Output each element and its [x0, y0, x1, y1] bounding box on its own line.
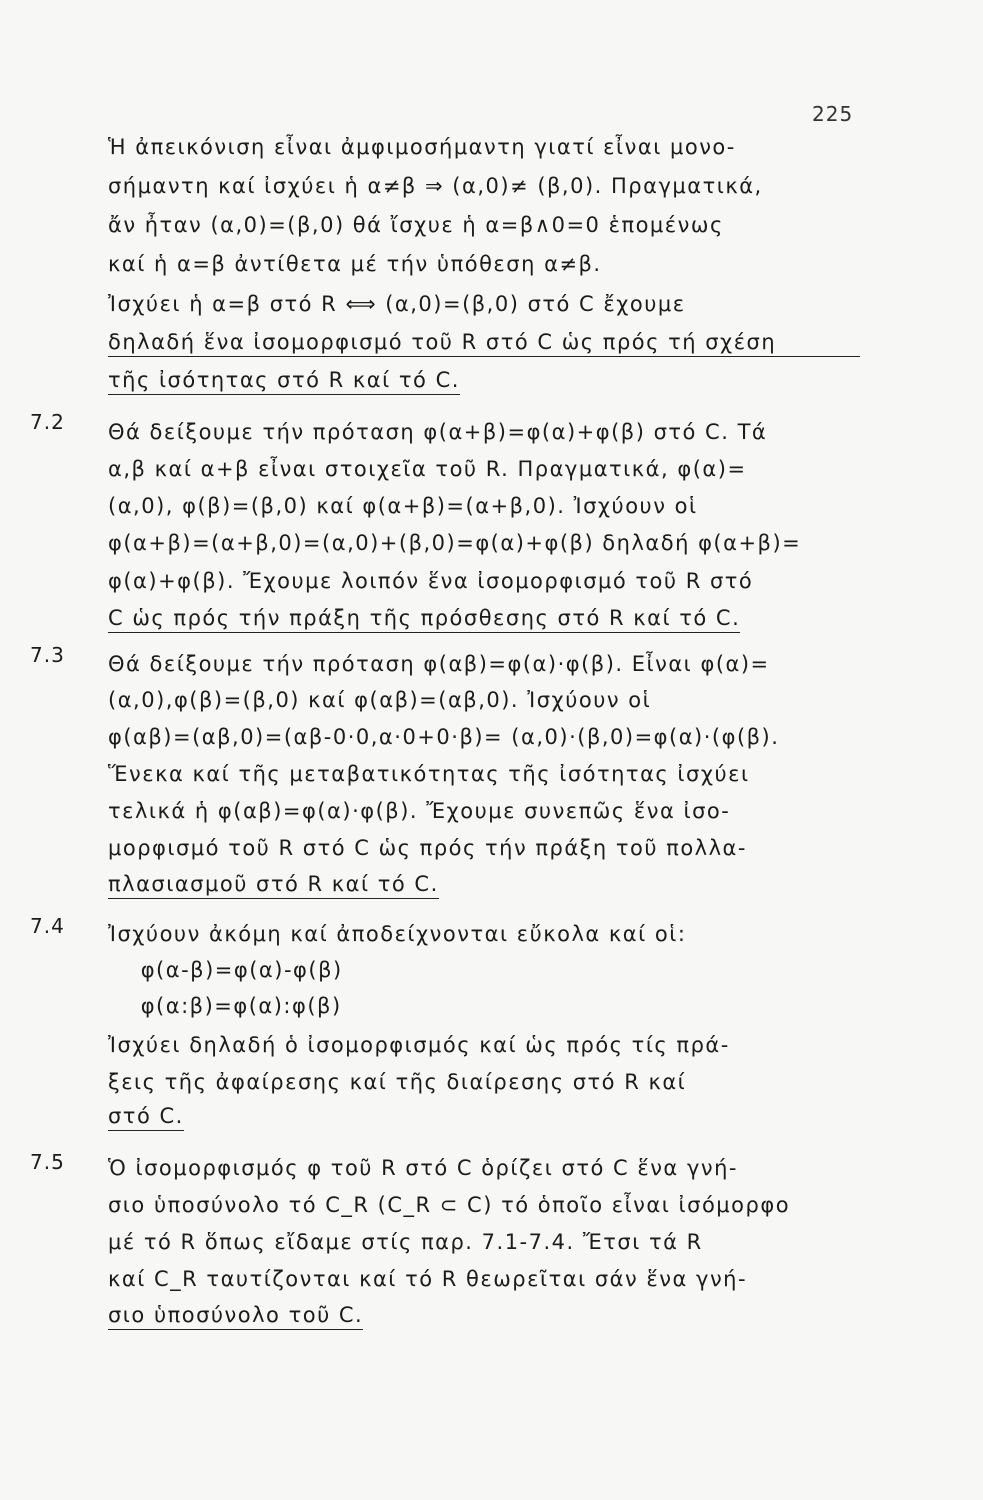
text-line: σήμαντη καί ἰσχύει ἡ α≠β ⇒ (α,0)≠ (β,0). Πραγματικά, — [108, 174, 763, 198]
formula-line: φ(α-β)=φ(α)-φ(β) — [108, 958, 343, 982]
text-line: μορφισμό τοῦ R στό C ὡς πρός τήν πράξη τοῦ πολλα- — [108, 836, 747, 860]
text-line: Θά δείξουμε τήν πρόταση φ(α+β)=φ(α)+φ(β) στό C. Τά — [108, 420, 768, 444]
text-line: σιο ὑποσύνολο τό C_R (C_R ⊂ C) τό ὁποῖο εἶναι ἰσόμορφο — [108, 1193, 791, 1217]
text-line: Ἡ ἀπεικόνιση εἶναι ἀμφιμοσήμαντη γιατί εἶναι μονο- — [108, 135, 736, 159]
text-line: Ἰσχύουν ἀκόμη καί ἀποδείχνονται εὔκολα καί οἱ: — [108, 922, 687, 946]
text-line: φ(α)+φ(β). Ἔχουμε λοιπόν ἕνα ἰσομορφισμό τοῦ R στό — [108, 569, 754, 593]
text-line-underlined: στό C. — [108, 1104, 184, 1131]
text-line: Ἰσχύει δηλαδή ὁ ἰσομορφισμός καί ὡς πρός τίς πρά- — [108, 1033, 730, 1057]
text-line: ξεις τῆς ἀφαίρεσης καί τῆς διαίρεσης στό R καί — [108, 1070, 687, 1094]
text-line: ἄν ἦταν (α,0)=(β,0) θά ἴσχυε ἡ α=β∧0=0 ἑπομένως — [108, 213, 724, 237]
formula-line: φ(α:β)=φ(α):φ(β) — [108, 994, 342, 1018]
text-line-underlined: C ὡς πρός τήν πράξη τῆς πρόσθεσης στό R καί τό C. — [108, 606, 740, 633]
text-line: καί ἡ α=β ἀντίθετα μέ τήν ὑπόθεση α≠β. — [108, 252, 602, 276]
text-line-wrap — [108, 368, 460, 392]
text-line: μέ τό R ὅπως εἴδαμε στίς παρ. 7.1-7.4. Ἔτσι τά R — [108, 1230, 703, 1254]
text-line: α,β καί α+β εἶναι στοιχεῖα τοῦ R. Πραγματικά, φ(α)= — [108, 457, 747, 481]
text-line-underlined: τῆς ἰσότητας στό R καί τό C. — [108, 368, 460, 395]
text-line: φ(αβ)=(αβ,0)=(αβ-0·0,α·0+0·β)= (α,0)·(β,0)=φ(α)·(φ(β). — [108, 725, 780, 749]
text-line: φ(α+β)=(α+β,0)=(α,0)+(β,0)=φ(α)+φ(β) δηλαδή φ(α+β)= — [108, 531, 802, 555]
text-line-wrap — [108, 872, 439, 896]
page-number: 225 — [812, 102, 854, 126]
text-line: τελικά ἡ φ(αβ)=φ(α)·φ(β). Ἔχουμε συνεπῶς ἕνα ἰσο- — [108, 799, 731, 823]
text-line: Θά δείξουμε τήν πρόταση φ(αβ)=φ(α)·φ(β). Εἶναι φ(α)= — [108, 652, 770, 676]
text-line: Ὁ ἰσομορφισμός φ τοῦ R στό C ὁρίζει στό C ἕνα γνή- — [108, 1156, 738, 1180]
text-line: Ἰσχύει ἡ α=β στό R ⟺ (α,0)=(β,0) στό C ἔχουμε — [108, 292, 686, 316]
text-line-underlined: δηλαδή ἕνα ἰσομορφισμό τοῦ R στό C ὡς πρός τή σχέση — [108, 330, 860, 357]
section-number: 7.3 — [30, 643, 65, 667]
text-line-wrap — [108, 1104, 184, 1128]
text-line: (α,0),φ(β)=(β,0) καί φ(αβ)=(αβ,0). Ἰσχύουν οἱ — [108, 688, 652, 712]
text-line-wrap — [108, 1303, 363, 1327]
text-line-underlined: σιο ὑποσύνολο τοῦ C. — [108, 1303, 363, 1330]
text-line: Ἕνεκα καί τῆς μεταβατικότητας τῆς ἰσότητας ἰσχύει — [108, 762, 750, 786]
section-number: 7.4 — [30, 914, 65, 938]
section-number: 7.5 — [30, 1150, 65, 1174]
text-line-underlined: πλασιασμοῦ στό R καί τό C. — [108, 872, 439, 899]
text-line: καί C_R ταυτίζονται καί τό R θεωρεῖται σάν ἕνα γνή- — [108, 1267, 748, 1291]
text-line-wrap — [108, 606, 740, 630]
section-number: 7.2 — [30, 410, 65, 434]
text-line: (α,0), φ(β)=(β,0) καί φ(α+β)=(α+β,0). Ἰσχύουν οἱ — [108, 494, 698, 518]
